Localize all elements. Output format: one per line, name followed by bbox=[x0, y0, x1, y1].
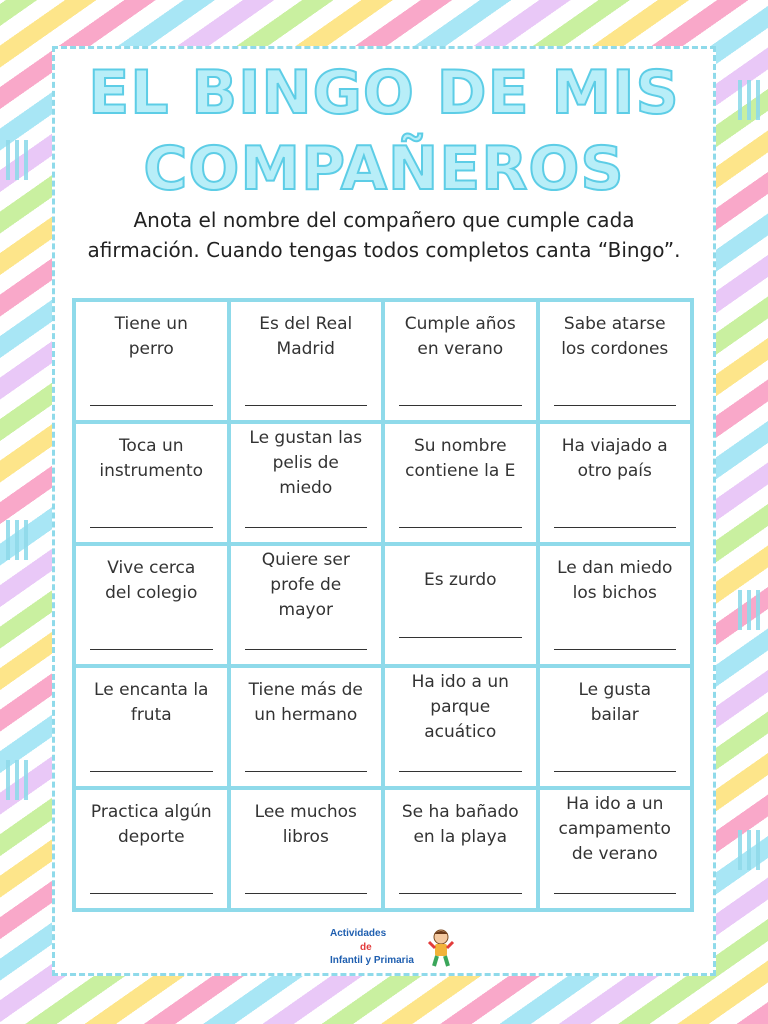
name-blank-line[interactable] bbox=[399, 405, 522, 406]
name-blank-line[interactable] bbox=[90, 527, 213, 528]
name-blank-line[interactable] bbox=[399, 771, 522, 772]
name-blank-line[interactable] bbox=[245, 527, 368, 528]
child-mascot-icon bbox=[426, 928, 456, 968]
name-blank-line[interactable] bbox=[245, 893, 368, 894]
edge-ticks-left-middle bbox=[6, 520, 30, 560]
instructions-line-1: Anota el nombre del compañero que cumple cada bbox=[133, 208, 635, 232]
bingo-cell[interactable] bbox=[383, 422, 538, 544]
bingo-cell-text: Es del Real Madrid bbox=[259, 314, 353, 359]
bingo-cell[interactable] bbox=[74, 666, 229, 788]
bingo-cell-text: Ha ido a un campamento de verano bbox=[558, 794, 671, 864]
name-blank-line[interactable] bbox=[90, 649, 213, 650]
bingo-cell[interactable] bbox=[74, 300, 229, 422]
bingo-cell-text: Le encanta la fruta bbox=[94, 680, 209, 725]
name-blank-line[interactable] bbox=[554, 405, 677, 406]
name-blank-line[interactable] bbox=[554, 527, 677, 528]
bingo-cell-text: Su nombre contiene la E bbox=[405, 436, 516, 481]
name-blank-line[interactable] bbox=[399, 637, 522, 638]
bingo-cell[interactable] bbox=[383, 788, 538, 910]
name-blank-line[interactable] bbox=[245, 405, 368, 406]
bingo-cell-text: Le dan miedo los bichos bbox=[557, 558, 673, 603]
bingo-cell[interactable] bbox=[74, 544, 229, 666]
bingo-cell-text: Se ha bañado en la playa bbox=[401, 802, 519, 847]
name-blank-line[interactable] bbox=[90, 893, 213, 894]
bingo-cell-text: Le gusta bailar bbox=[578, 680, 652, 725]
bingo-cell[interactable] bbox=[383, 666, 538, 788]
logo-text-line-1: Actividades bbox=[330, 928, 387, 939]
publisher-logo bbox=[330, 928, 460, 970]
edge-ticks-left-bottom bbox=[6, 760, 30, 800]
name-blank-line[interactable] bbox=[245, 771, 368, 772]
edge-ticks-right-bottom bbox=[738, 830, 762, 870]
edge-ticks-right-middle bbox=[738, 590, 762, 630]
bingo-cell-text: Quiere ser profe de mayor bbox=[261, 550, 350, 620]
bingo-cell-text: Vive cerca del colegio bbox=[105, 558, 198, 603]
name-blank-line[interactable] bbox=[245, 649, 368, 650]
bingo-cell[interactable] bbox=[229, 422, 384, 544]
bingo-cell[interactable] bbox=[538, 788, 693, 910]
name-blank-line[interactable] bbox=[90, 405, 213, 406]
name-blank-line[interactable] bbox=[554, 893, 677, 894]
bingo-cell-text: Ha viajado a otro país bbox=[561, 436, 668, 481]
bingo-cell-text: Tiene más de un hermano bbox=[248, 680, 363, 725]
name-blank-line[interactable] bbox=[399, 527, 522, 528]
name-blank-line[interactable] bbox=[554, 771, 677, 772]
bingo-cell-text: Lee muchos libros bbox=[254, 802, 357, 847]
bingo-cell[interactable] bbox=[229, 544, 384, 666]
page-title-line-2: COMPAÑEROS bbox=[143, 134, 625, 204]
name-blank-line[interactable] bbox=[399, 893, 522, 894]
bingo-cell-text: Tiene un perro bbox=[114, 314, 188, 359]
bingo-cell-text: Toca un instrumento bbox=[99, 436, 204, 481]
bingo-cell-text: Ha ido a un parque acuático bbox=[411, 672, 509, 742]
bingo-grid bbox=[72, 298, 694, 912]
bingo-cell[interactable] bbox=[538, 666, 693, 788]
bingo-cell-text: Sabe atarse los cordones bbox=[561, 314, 669, 359]
bingo-cell[interactable] bbox=[229, 666, 384, 788]
bingo-cell[interactable] bbox=[538, 422, 693, 544]
name-blank-line[interactable] bbox=[554, 649, 677, 650]
bingo-cell[interactable] bbox=[74, 788, 229, 910]
instructions-line-2: afirmación. Cuando tengas todos completos canta “Bingo”. bbox=[87, 238, 681, 262]
bingo-cell[interactable] bbox=[538, 300, 693, 422]
bingo-cell[interactable] bbox=[74, 422, 229, 544]
logo-text-line-3: Infantil y Primaria bbox=[330, 955, 414, 966]
bingo-cell[interactable] bbox=[538, 544, 693, 666]
bingo-cell-text: Es zurdo bbox=[423, 570, 497, 590]
bingo-cell[interactable] bbox=[383, 300, 538, 422]
bingo-cell-text: Cumple años en verano bbox=[404, 314, 516, 359]
logo-text-line-2: de bbox=[360, 942, 372, 953]
bingo-cell-text: Le gustan las pelis de miedo bbox=[249, 428, 363, 498]
bingo-cell-text: Practica algún deporte bbox=[90, 802, 212, 847]
bingo-cell[interactable] bbox=[229, 300, 384, 422]
page-title-line-1: EL BINGO DE MIS bbox=[88, 58, 680, 128]
name-blank-line[interactable] bbox=[90, 771, 213, 772]
bingo-cell[interactable] bbox=[383, 544, 538, 666]
bingo-cell[interactable] bbox=[229, 788, 384, 910]
